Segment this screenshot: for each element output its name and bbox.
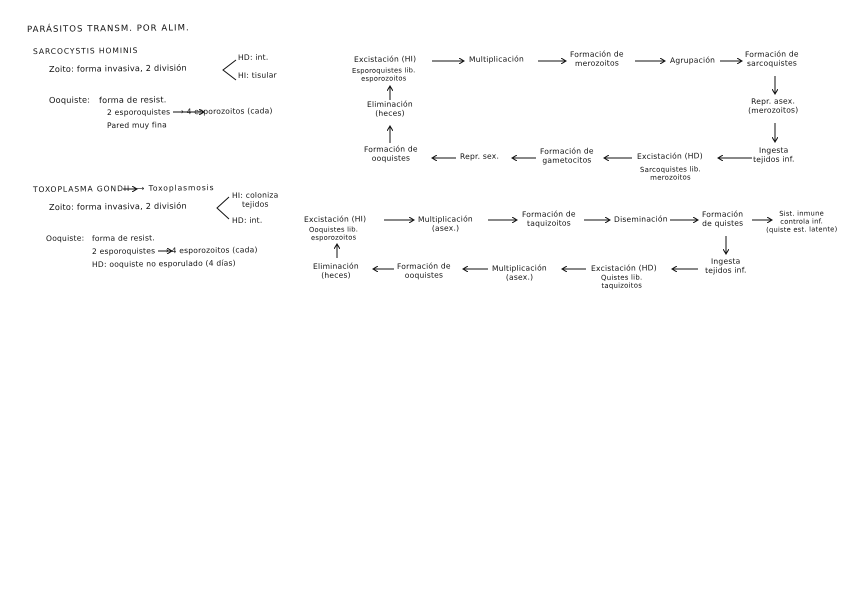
tx-sist-inmune: Sist. inmune controla inf. (quiste est. latente)	[766, 209, 838, 234]
sarcocystis-ooquiste-1: forma de resist.	[98, 94, 167, 105]
sc-formacion-gametocitos: Formación de gametocitos	[539, 146, 594, 165]
sc-ingesta: Ingesta tejidos inf.	[752, 145, 795, 164]
toxoplasma-hi: HI: coloniza tejidos	[231, 190, 279, 209]
tx-excistacion-hi: Excistación (HI)	[303, 214, 367, 224]
sc-excistacion-hd: Excistación (HD)	[636, 151, 703, 161]
sc-esporoquistes: Esporoquistes lib. esporozoitos	[351, 66, 416, 83]
tx-quistes-lib: Quistes lib. taquizoitos	[600, 273, 643, 291]
toxoplasma-ooquiste-3: HD: ooquiste no esporulado (4 días)	[91, 258, 236, 269]
sarcocystis-ooquiste-label: Ooquiste:	[48, 94, 91, 105]
toxoplasma-zoito: Zoito: forma invasiva, 2 división	[48, 200, 187, 212]
sc-excistacion-hi: Excistación (HI)	[353, 54, 417, 64]
toxoplasma-ooquiste-2: 2 esporoquistes ⟶ 4 esporozoitos (cada)	[91, 245, 258, 256]
tx-ingesta: Ingesta tejidos inf.	[704, 256, 747, 275]
sc-sarcoquistes-lib: Sarcoquistes lib. merozoitos	[639, 165, 701, 182]
tx-formacion-taquizoitos: Formación de taquizoitos	[521, 209, 576, 228]
toxoplasma-heading: TOXOPLASMA GONDII ⟶ Toxoplasmosis	[32, 183, 215, 194]
sarcocystis-zoito: Zoito: forma invasiva, 2 división	[48, 62, 187, 74]
tx-multiplicacion-asex: Multiplicación (asex.)	[417, 214, 473, 233]
toxoplasma-bracket	[217, 197, 229, 219]
sc-formacion-ooquistes: Formación de ooquistes	[363, 144, 418, 163]
tx-formacion-ooquistes: Formación de ooquistes	[396, 261, 451, 280]
sarcocystis-hd: HD: int.	[237, 52, 269, 62]
tx-ooquistes-lib: Ooquistes lib. esporozoitos	[308, 225, 359, 242]
sc-agrupacion: Agrupación	[669, 55, 716, 65]
sc-eliminacion: Eliminación (heces)	[366, 99, 413, 118]
sc-formacion-sarcoquistes: Formación de sarcoquistes	[744, 49, 799, 68]
sc-formacion-merozoitos: Formación de merozoitos	[569, 49, 624, 68]
sarcocystis-heading: SARCOCYSTIS HOMINIS	[32, 45, 139, 56]
sarcocystis-ooquiste-3: Pared muy fina	[106, 120, 167, 130]
tx-excistacion-hd: Excistación (HD)	[590, 263, 657, 273]
sc-repr-asex: Repr. asex. (merozoitos)	[747, 96, 799, 115]
tx-multiplicacion-asex2: Multiplicación (asex.)	[491, 263, 547, 282]
tx-formacion-quistes: Formación de quistes	[701, 209, 744, 228]
sc-multiplicacion: Multiplicación	[468, 54, 525, 64]
sarcocystis-hi: HI: tisular	[237, 70, 277, 80]
tx-diseminacion: Diseminación	[613, 214, 668, 224]
sc-repr-sex: Repr. sex.	[459, 151, 500, 161]
toxoplasma-ooquiste-label: Ooquiste:	[45, 233, 85, 243]
tx-eliminacion: Eliminación (heces)	[312, 261, 359, 280]
toxoplasma-ooquiste-1: forma de resist.	[91, 233, 155, 243]
page-title: PARÁSITOS TRANSM. POR ALIM.	[26, 23, 190, 35]
toxoplasma-hd: HD: int.	[231, 215, 263, 225]
sarcocystis-ooquiste-2: 2 esporoquistes ⟶ 4 esporozoitos (cada)	[106, 106, 273, 117]
sarcocystis-bracket	[223, 60, 236, 80]
